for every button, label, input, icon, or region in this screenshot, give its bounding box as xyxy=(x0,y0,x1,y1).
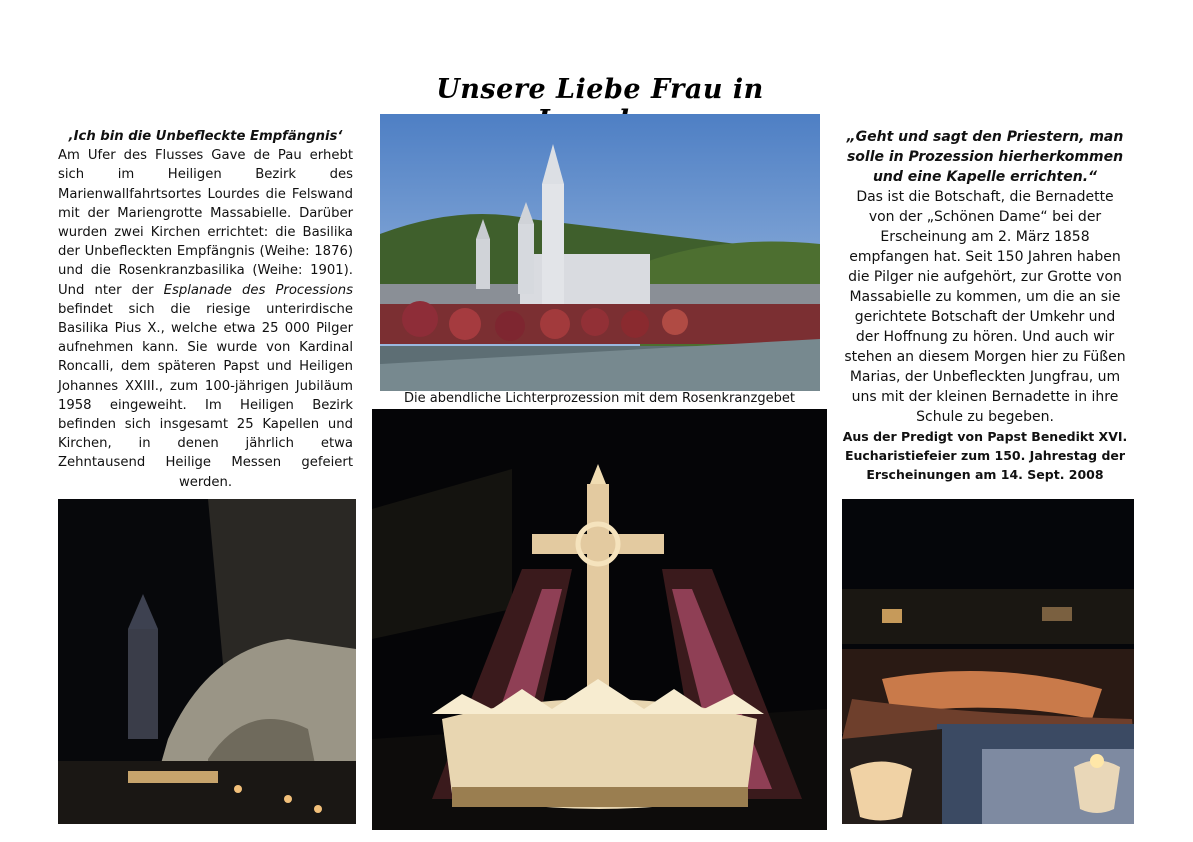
grotto-night-photo xyxy=(58,499,356,824)
left-body xyxy=(58,146,353,492)
right-body: Das ist die Botschaft, die Bernadette von der „Schönen Dame“ bei der Erscheinung am 2. März 1858 empfangen hat. Seit 150 Jahren haben die Pilger nie aufgehört, zur Grotte von Massabielle zu kommen, um die an sie gerichtete Botschaft der Umkehr und der Hoffnung zu hören. Und auch wir stehen an diesem Morgen hier zu Füßen Marias, der Unbefleckten Jungfrau, um uns mit der kleinen Bernadette in ihre Schule zu begeben. xyxy=(844,189,1126,425)
page-title: Unsere Liebe Frau in xyxy=(436,74,764,105)
sermon-source-line-3: Erscheinungen am 14. Sept. 2008 xyxy=(866,467,1104,482)
left-heading: ‚Ich bin die Unbefleckte Empfängnis‘ xyxy=(68,129,343,144)
left-body-part-1: Am Ufer des Flusses Gave de Pau erhebt sich im Heiligen Bezirk des Marienwallfahrtsortes Lourdes die Felswand mit der Mariengrotte Massabielle. Darüber wurden zwei Kirchen errichtet: die Basilika der Unbefleckten Empfängnis (Weihe: 1876) und die Rosenkranzbasilika (Weihe: 1901). Und nter der xyxy=(58,148,353,298)
procession-caption: Die abendliche Lichterprozession mit dem Rosenkranzgebet xyxy=(404,391,795,406)
crown-procession-photo xyxy=(372,409,827,830)
left-body-part-2: befindet sich die riesige unterirdische Basilika Pius X., welche etwa 25 000 Pilger aufnehmen kann. Sie wurde von Kardinal Roncalli, dem späteren Papst und Heiligen Johannes XXIII., zum 100-jährigen Jubiläum 1958 eingeweiht. Im Heiligen Bezirk befinden sich insgesamt 25 Kapellen und Kirchen, in denen jährlich etwa Zehntausend Heilige Messen gefeiert werden. xyxy=(58,301,353,490)
sermon-source-line-1: Aus der Predigt von Papst Benedikt XVI. xyxy=(842,429,1128,444)
left-body-emphasis: Esplanade des Processions xyxy=(163,282,353,298)
left-text-column xyxy=(58,127,353,492)
basilica-photo xyxy=(380,114,820,391)
right-quote: „Geht und sagt den Priestern, man solle in Prozession hierherkommen und eine Kapelle errichten.“ xyxy=(846,129,1124,185)
sermon-source-line-2: Eucharistiefeier zum 150. Jahrestag der xyxy=(844,448,1126,463)
candlelight-crowd-photo xyxy=(842,499,1134,824)
right-text-column xyxy=(842,127,1128,484)
